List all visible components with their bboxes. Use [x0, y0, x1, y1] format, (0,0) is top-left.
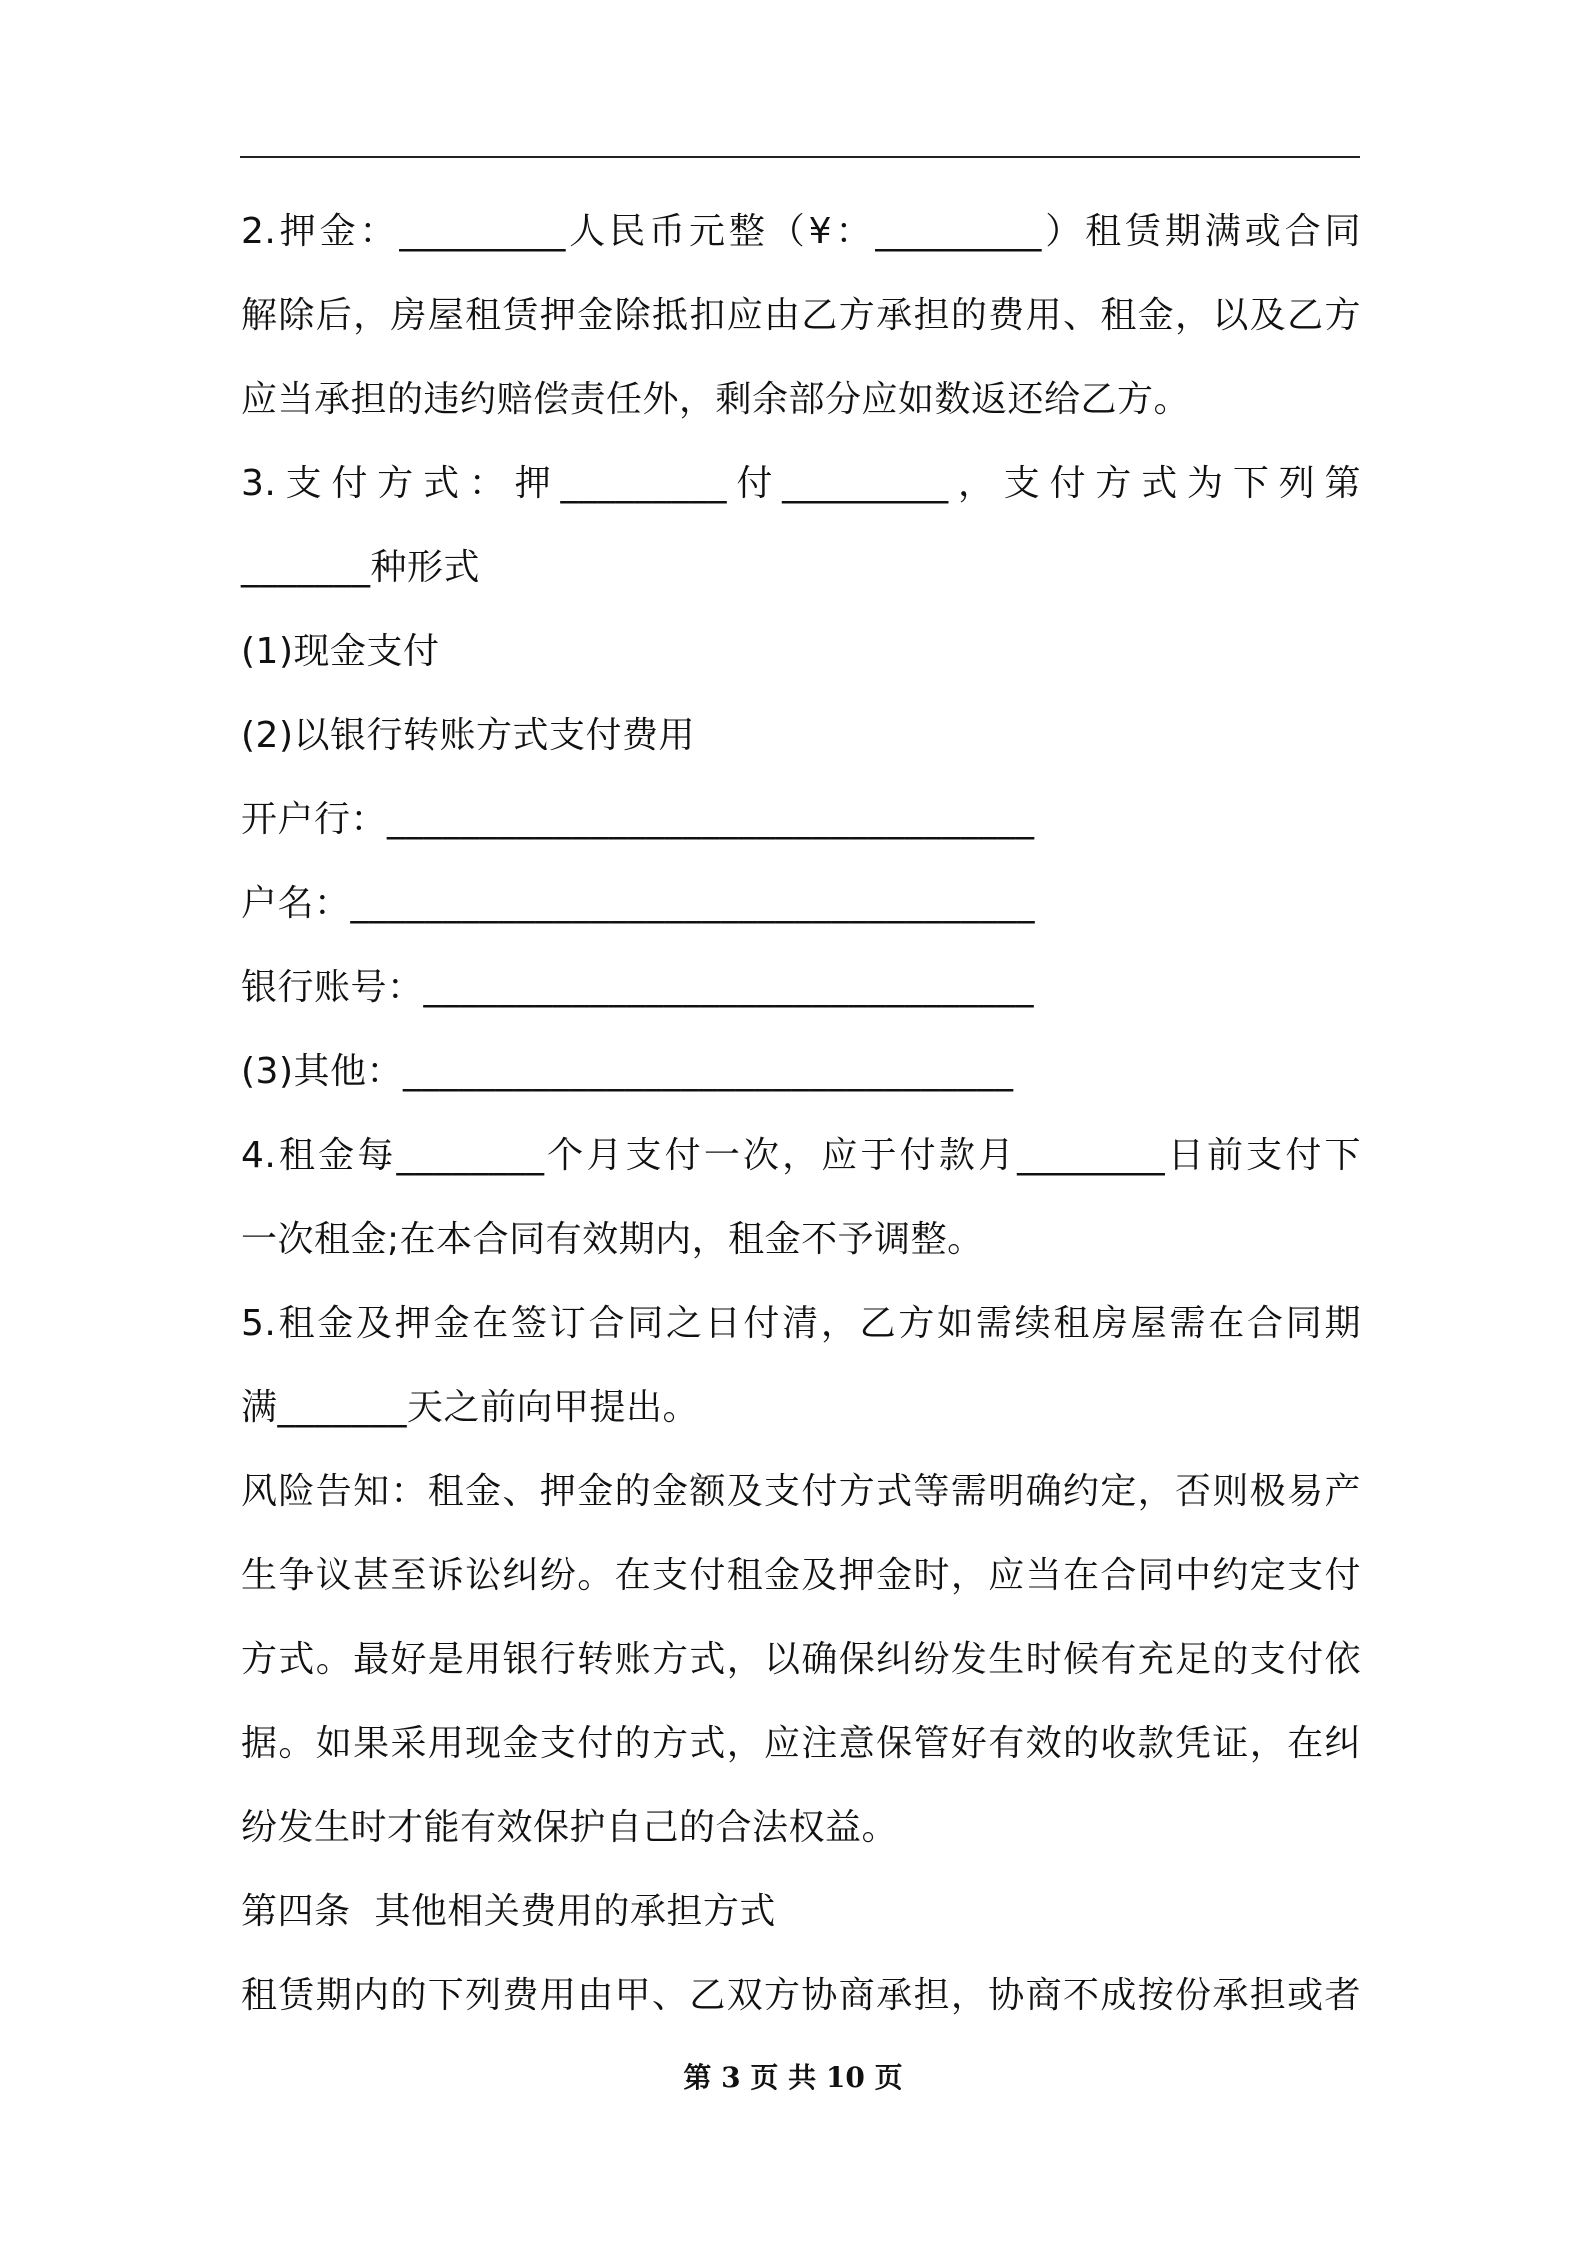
account-holder-field: 户名：_____________________________________: [241, 883, 1036, 924]
risk-notice-line-2: 生争议甚至诉讼纠纷。在支付租金及押金时，应当在合同中约定支付: [241, 1555, 1361, 1596]
payment-method-line-2: _______种形式: [241, 547, 481, 588]
deposit-line-1: 2.押金：_________人民币元整（¥：_________）租赁期满或合同: [241, 211, 1361, 252]
renewal-line-1: 5.租金及押金在签订合同之日付清，乙方如需续租房屋需在合同期: [241, 1303, 1361, 1344]
risk-notice-line-4: 据。如果采用现金支付的方式，应注意保管好有效的收款凭证，在纠: [241, 1723, 1361, 1764]
rent-schedule-line-2: 一次租金;在本合同有效期内，租金不予调整。: [241, 1219, 984, 1260]
risk-notice-line-5: 纷发生时才能有效保护自己的合法权益。: [241, 1807, 899, 1848]
page-number-footer: 第 3 页 共 10 页: [683, 2061, 903, 2094]
other-payment-field: (3)其他：_________________________________: [241, 1051, 1014, 1092]
article-four-heading: 第四条 其他相关费用的承担方式: [241, 1891, 776, 1932]
payment-method-line-1: 3.支付方式：押_________付_________，支付方式为下列第: [241, 463, 1361, 504]
risk-notice-line-3: 方式。最好是用银行转账方式，以确保纠纷发生时候有充足的支付依: [241, 1639, 1361, 1680]
bank-transfer-option: (2)以银行转账方式支付费用: [241, 715, 695, 756]
rent-schedule-line-1: 4.租金每________个月支付一次，应于付款月________日前支付下: [241, 1135, 1361, 1176]
cash-payment-option: (1)现金支付: [241, 631, 440, 672]
risk-notice-line-1: 风险告知：租金、押金的金额及支付方式等需明确约定，否则极易产: [241, 1471, 1361, 1512]
article-four-line-1: 租赁期内的下列费用由甲、乙双方协商承担，协商不成按份承担或者: [241, 1975, 1361, 2016]
account-number-field: 银行账号：_________________________________: [241, 967, 1035, 1008]
deposit-line-3: 应当承担的违约赔偿责任外，剩余部分应如数返还给乙方。: [241, 379, 1191, 420]
deposit-line-2: 解除后，房屋租赁押金除抵扣应由乙方承担的费用、租金，以及乙方: [241, 295, 1361, 336]
document-body: [241, 196, 1361, 2044]
renewal-line-2: 满_______天之前向甲提出。: [241, 1387, 700, 1428]
header-rule: [240, 156, 1360, 158]
bank-name-field: 开户行：___________________________________: [241, 799, 1035, 840]
